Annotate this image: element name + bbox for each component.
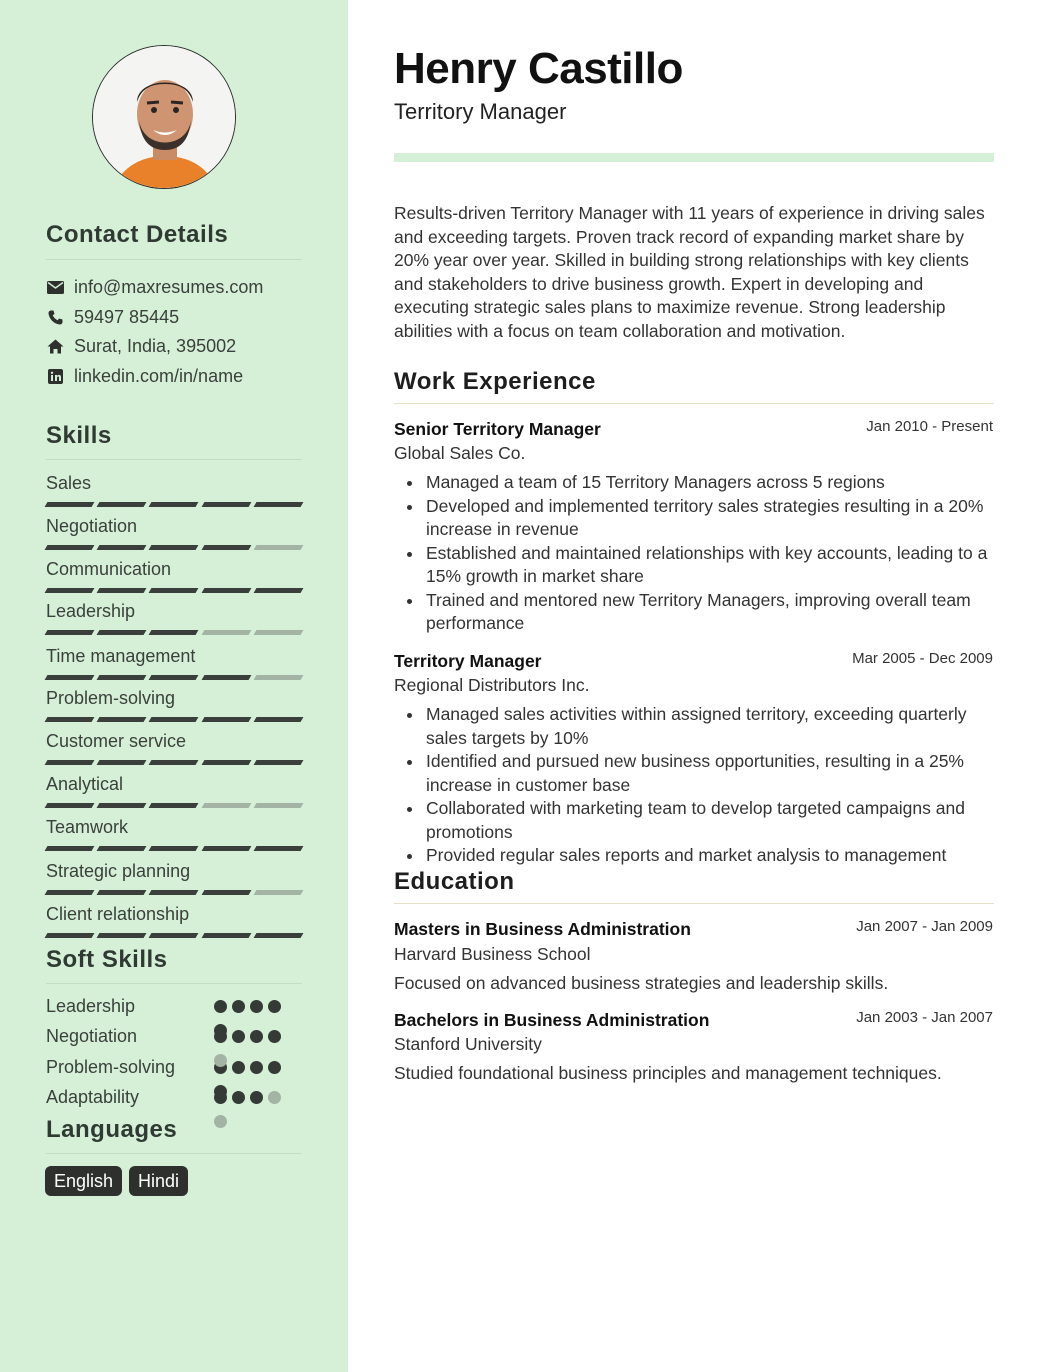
divider: [46, 459, 302, 460]
degree-title: Bachelors in Business Administration: [394, 1010, 710, 1030]
email-text: info@maxresumes.com: [74, 276, 264, 297]
school-name: Stanford University: [394, 1034, 542, 1054]
skill-level-segment: [97, 545, 147, 550]
accent-bar: [394, 153, 994, 162]
education-description: Studied foundational business principles and management techniques.: [394, 1063, 942, 1083]
school-name: Harvard Business School: [394, 944, 591, 964]
profile-summary: Results-driven Territory Manager with 11 years of experience in driving sales and exceeding targets. Proven track record of expanding market share by 20% year over year. Skilled in building strong relationships with key clients and stakeholders to drive business growth. Expert in developing and executing strategic sales plans to maximize revenue. Strong leadership abilities with a focus on team collaboration and motivation.: [394, 203, 985, 341]
skill-level-segment: [97, 890, 147, 895]
skill-level-segment: [97, 630, 147, 635]
skill-level-segment: [45, 630, 95, 635]
job-company: Regional Distributors Inc.: [394, 675, 590, 695]
education-date: Jan 2007 - Jan 2009: [856, 918, 993, 935]
contact-address: [46, 335, 236, 357]
skill-label: Analytical: [46, 774, 124, 794]
divider: [46, 1153, 302, 1154]
skill-level-segment: [97, 717, 147, 722]
candidate-name: Henry Castillo: [394, 44, 683, 93]
skill-label: Problem-solving: [46, 688, 176, 708]
skill-level-segment: [97, 846, 147, 851]
skill-level-segment: [253, 675, 303, 680]
skill-level-segment: [201, 760, 251, 765]
rating-dot: [268, 1030, 281, 1043]
divider: [46, 259, 302, 260]
skill-level-bar: [46, 630, 302, 635]
skill-level-segment: [253, 717, 303, 722]
rating-dot: [214, 1024, 227, 1037]
rating-dot: [214, 1000, 227, 1013]
linkedin-icon: [46, 367, 64, 385]
list-item: Established and maintained relationships with key accounts, leading to a 15% growth in market share: [394, 542, 996, 589]
job-bullets: [394, 471, 996, 636]
language-pill-hindi: Hindi: [129, 1166, 188, 1196]
skill-label: Customer service: [46, 731, 187, 751]
skill-level-segment: [253, 545, 303, 550]
profile-photo: [92, 45, 236, 189]
skill-level-segment: [149, 588, 199, 593]
skill-level-bar: [46, 717, 302, 722]
skill-level-segment: [149, 630, 199, 635]
skills-heading: Skills: [46, 422, 112, 449]
rating-dot: [232, 1091, 245, 1104]
contact-details-heading: Contact Details: [46, 221, 229, 248]
skill-level-segment: [201, 890, 251, 895]
divider: [46, 983, 302, 984]
soft-skill-label: Negotiation: [46, 1026, 138, 1046]
skill-label: Communication: [46, 559, 172, 579]
divider: [394, 903, 994, 904]
skill-level-segment: [45, 760, 95, 765]
rating-dot: [268, 1091, 281, 1104]
list-item: Trained and mentored new Territory Managers, improving overall team performance: [394, 589, 996, 636]
skill-level-segment: [201, 545, 251, 550]
rating-dot: [250, 1061, 263, 1074]
skill-level-bar: [46, 803, 302, 808]
home-icon: [46, 337, 64, 355]
skill-level-bar: [46, 675, 302, 680]
contact-email[interactable]: [46, 276, 263, 298]
skill-level-segment: [45, 717, 95, 722]
skill-level-segment: [253, 803, 303, 808]
rating-dot: [268, 1061, 281, 1074]
skill-level-segment: [201, 846, 251, 851]
phone-icon: [46, 308, 64, 326]
education-date: Jan 2003 - Jan 2007: [856, 1009, 993, 1026]
contact-phone[interactable]: [46, 306, 179, 328]
list-item: Managed a team of 15 Territory Managers across 5 regions: [394, 471, 996, 495]
candidate-role: Territory Manager: [394, 99, 567, 124]
list-item: Developed and implemented territory sales strategies resulting in a 20% increase in revenue: [394, 495, 996, 542]
skill-level-segment: [45, 675, 95, 680]
divider: [394, 403, 994, 404]
skill-label: Time management: [46, 646, 196, 666]
skill-level-segment: [201, 675, 251, 680]
rating-dot: [250, 1000, 263, 1013]
skill-level-segment: [45, 933, 95, 938]
rating-dot: [232, 1030, 245, 1043]
skill-level-bar: [46, 545, 302, 550]
skill-label: Leadership: [46, 601, 136, 621]
skill-level-segment: [45, 803, 95, 808]
list-item: Identified and pursued new business opportunities, resulting in a 25% increase in customer base: [394, 750, 996, 797]
rating-dot: [214, 1115, 227, 1128]
skill-level-segment: [45, 890, 95, 895]
skill-level-segment: [97, 588, 147, 593]
language-pill-english: English: [45, 1166, 122, 1196]
soft-skill-label: Leadership: [46, 996, 136, 1016]
skill-label: Negotiation: [46, 516, 138, 536]
skill-label: Client relationship: [46, 904, 190, 924]
soft-skill-label: Adaptability: [46, 1087, 140, 1107]
work-experience-heading: Work Experience: [394, 368, 596, 395]
education-description: Focused on advanced business strategies and leadership skills.: [394, 973, 889, 993]
skill-level-segment: [149, 846, 199, 851]
address-text: Surat, India, 395002: [74, 335, 237, 356]
skill-level-segment: [253, 588, 303, 593]
skill-level-segment: [149, 502, 199, 507]
skill-level-segment: [201, 933, 251, 938]
job-company: Global Sales Co.: [394, 443, 526, 463]
soft-skills-heading: Soft Skills: [46, 946, 168, 973]
soft-skill-label: Problem-solving: [46, 1057, 176, 1077]
skill-level-segment: [201, 502, 251, 507]
languages-heading: Languages: [46, 1116, 178, 1143]
skill-level-segment: [97, 933, 147, 938]
job-title: Senior Territory Manager: [394, 419, 601, 439]
job-date: Mar 2005 - Dec 2009: [852, 650, 993, 667]
skill-level-segment: [149, 717, 199, 722]
skill-level-segment: [45, 588, 95, 593]
skill-level-segment: [149, 933, 199, 938]
linkedin-text: linkedin.com/in/name: [74, 365, 244, 386]
skill-level-segment: [97, 760, 147, 765]
rating-dot: [232, 1061, 245, 1074]
skill-level-segment: [253, 933, 303, 938]
skill-level-segment: [149, 545, 199, 550]
job-bullets: [394, 703, 996, 868]
skill-level-segment: [201, 803, 251, 808]
soft-skill-rating: [214, 1000, 281, 1013]
skill-level-segment: [201, 717, 251, 722]
skill-label: Strategic planning: [46, 861, 191, 881]
skill-level-segment: [253, 846, 303, 851]
skill-level-segment: [201, 630, 251, 635]
contact-linkedin[interactable]: [46, 365, 243, 387]
list-item: Provided regular sales reports and market analysis to management: [394, 844, 996, 868]
skill-level-segment: [253, 502, 303, 507]
job-title: Territory Manager: [394, 651, 542, 671]
skill-level-segment: [45, 846, 95, 851]
skill-level-segment: [97, 675, 147, 680]
rating-dot: [250, 1030, 263, 1043]
skill-level-segment: [149, 760, 199, 765]
skill-level-bar: [46, 588, 302, 593]
skill-level-segment: [201, 588, 251, 593]
skill-level-bar: [46, 846, 302, 851]
skill-level-segment: [149, 803, 199, 808]
job-date: Jan 2010 - Present: [866, 418, 993, 435]
rating-dot: [268, 1000, 281, 1013]
education-heading: Education: [394, 868, 515, 895]
skill-level-segment: [149, 890, 199, 895]
skill-label: Sales: [46, 473, 92, 493]
sidebar: [0, 0, 348, 1372]
rating-dot: [232, 1000, 245, 1013]
degree-title: Masters in Business Administration: [394, 919, 691, 939]
list-item: Managed sales activities within assigned territory, exceeding quarterly sales targets by 10%: [394, 703, 996, 750]
avatar-illustration: [93, 46, 236, 189]
skill-level-segment: [45, 545, 95, 550]
envelope-icon: [46, 278, 64, 296]
list-item: Collaborated with marketing team to develop targeted campaigns and promotions: [394, 797, 996, 844]
skill-label: Teamwork: [46, 817, 129, 837]
phone-text: 59497 85445: [74, 306, 180, 327]
skill-level-bar: [46, 760, 302, 765]
rating-dot: [214, 1085, 227, 1098]
skill-level-bar: [46, 502, 302, 507]
skill-level-segment: [45, 502, 95, 507]
skill-level-segment: [97, 803, 147, 808]
skill-level-segment: [97, 502, 147, 507]
skill-level-bar: [46, 933, 302, 938]
skill-level-bar: [46, 890, 302, 895]
rating-dot: [214, 1054, 227, 1067]
skill-level-segment: [149, 675, 199, 680]
skill-level-segment: [253, 630, 303, 635]
rating-dot: [250, 1091, 263, 1104]
skill-level-segment: [253, 890, 303, 895]
skill-level-segment: [253, 760, 303, 765]
